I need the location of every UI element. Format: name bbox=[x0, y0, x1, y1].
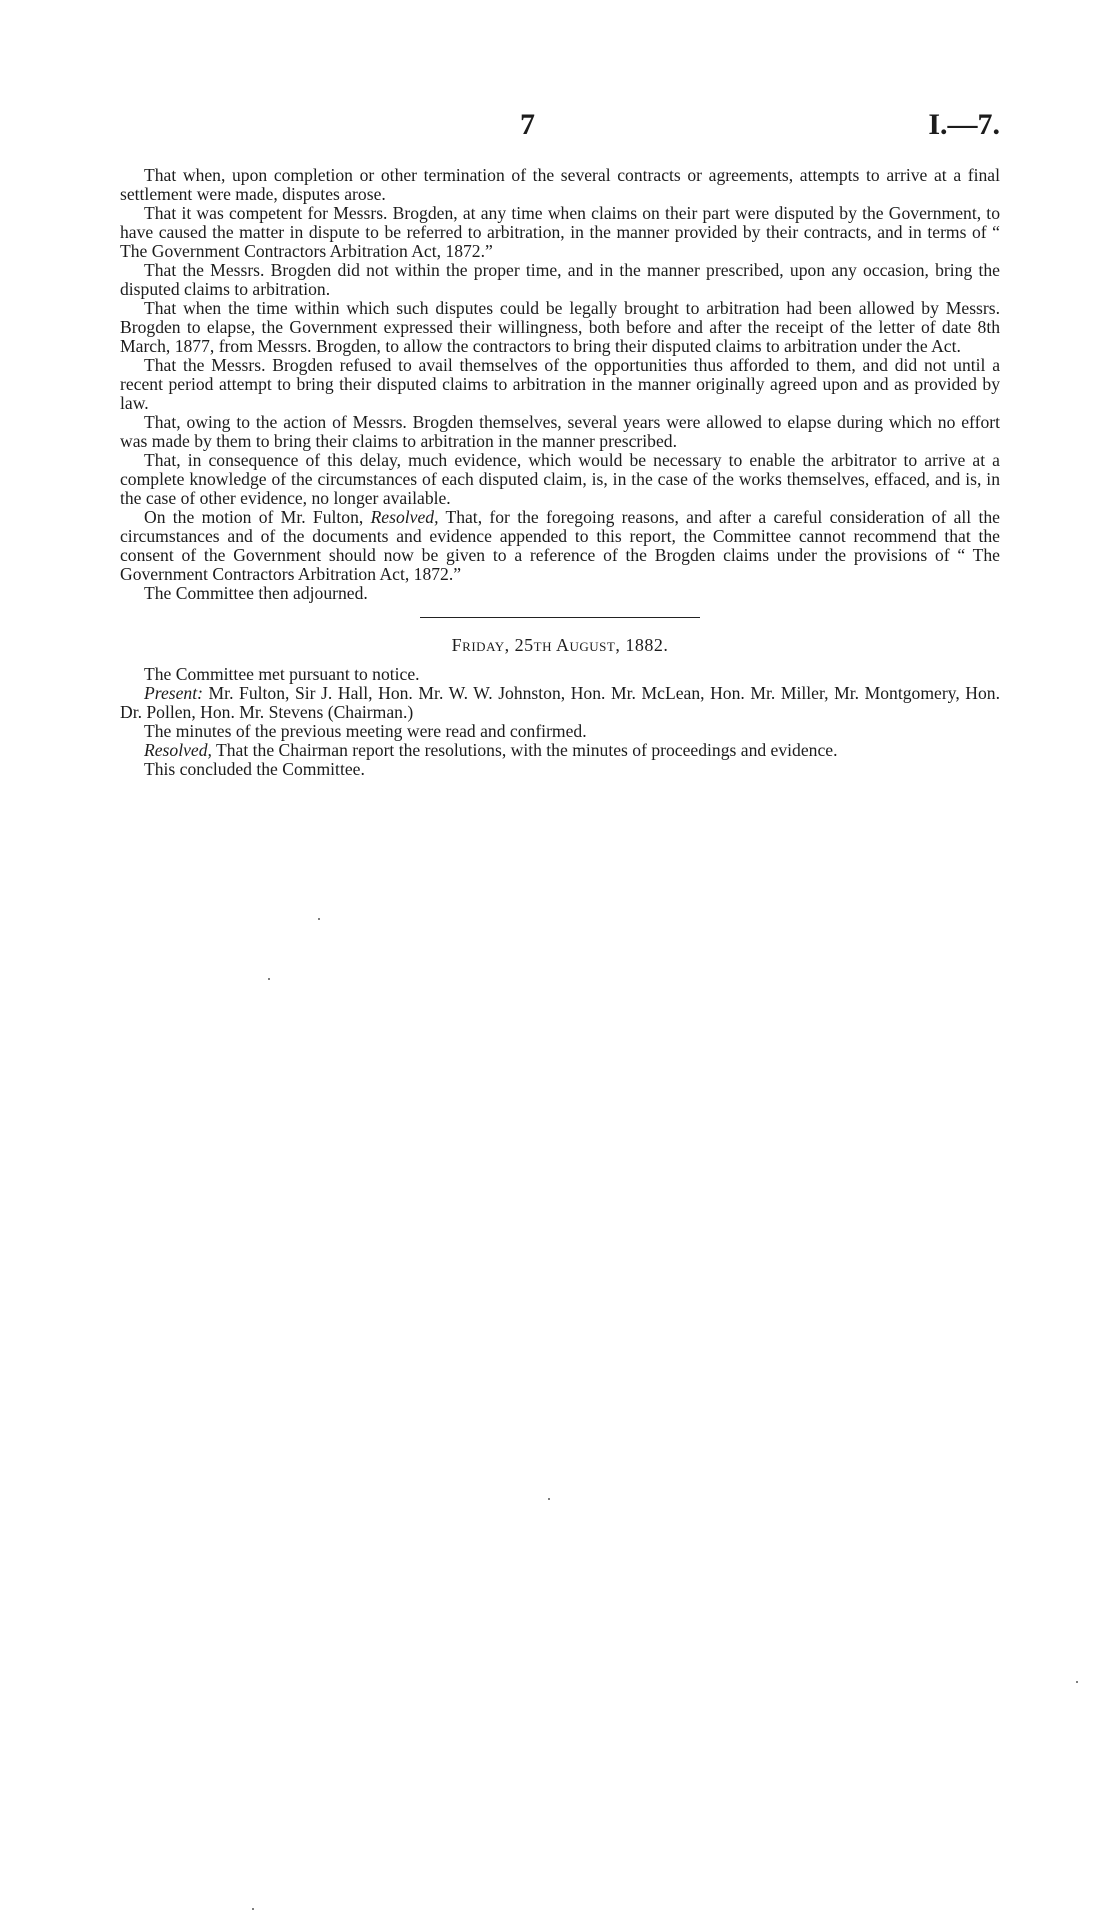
paragraph-adjourned: The Committee then adjourned. bbox=[144, 583, 368, 603]
document-body bbox=[120, 166, 1000, 779]
document-reference: I.—7. bbox=[928, 108, 1000, 141]
paper-speck bbox=[318, 918, 320, 920]
present-label: Present: bbox=[144, 683, 203, 703]
meeting-present bbox=[120, 684, 1000, 722]
meeting-minutes-confirmed: The minutes of the previous meeting were read and confirmed. bbox=[144, 721, 587, 741]
paragraph-evidence-effaced: That, in consequence of this delay, much evidence, which would be necessary to enable the arbitrator to arrive at a complete knowledge of the circumstances of each disputed claim, is, in the case of the works themselves, effaced, and is, in the case of other evidence, no longer available. bbox=[120, 450, 1000, 508]
paragraph-government-willingness: That when the time within which such disputes could be legally brought to arbitration had been allowed by Messrs. Brogden to elapse, the Government expressed their willingness, both before and after the receipt of the letter of date 8th March, 1877, from Messrs. Brogden, to allow the contractors to bring their disputed claims to arbitration under the Act. bbox=[120, 298, 1000, 356]
section-divider bbox=[420, 617, 700, 618]
paragraph-competent-arbitration: That it was competent for Messrs. Brogden, at any time when claims on their part were disputed by the Government, to have caused the matter in dispute to be referred to arbitration, in the manner provided by their contracts, and in terms of “ The Government Contractors Arbitration Act, 1872.” bbox=[120, 203, 1000, 261]
meeting-resolution bbox=[120, 741, 1000, 760]
resolved-label: Resolved, bbox=[370, 507, 439, 527]
motion-resolution: That, for the foregoing reasons, and after a careful consideration of all the circumstances and of the documents and evidence appended to this report, the Committee cannot recommend that the consent of the Government should now be given to a reference of the Brogden claims under the provisions of “ The Government Contractors Arbitration Act, 1872.” bbox=[120, 507, 1000, 584]
paragraph-not-within-time: That the Messrs. Brogden did not within the proper time, and in the manner prescribed, upon any occasion, bring the disputed claims to arbitration. bbox=[120, 260, 1000, 299]
present-members: Mr. Fulton, Sir J. Hall, Hon. Mr. W. W. Johnston, Hon. Mr. McLean, Hon. Mr. Miller, Mr. Montgomery, Hon. Dr. Pollen, Hon. Mr. Stevens (Chairman.) bbox=[120, 683, 1000, 722]
paper-speck bbox=[252, 1908, 254, 1910]
paper-speck bbox=[1076, 1681, 1078, 1683]
paragraph-fulton-motion bbox=[120, 508, 1000, 584]
meeting-date-heading: Friday, 25th August, 1882. bbox=[451, 635, 669, 655]
meeting-concluded: This concluded the Committee. bbox=[144, 759, 365, 779]
meeting-resolved-text: That the Chairman report the resolutions, with the minutes of proceedings and evidence. bbox=[216, 740, 838, 760]
paper-speck bbox=[268, 978, 270, 980]
paragraph-years-elapsed: That, owing to the action of Messrs. Brogden themselves, several years were allowed to elapse during which no effort was made by them to bring their claims to arbitration in the manner prescribed. bbox=[120, 412, 1000, 451]
paragraph-refused-opportunities: That the Messrs. Brogden refused to avail themselves of the opportunities thus afforded to them, and did not until a recent period attempt to bring their disputed claims to arbitration in the manner originally agreed upon and as provided by law. bbox=[120, 355, 1000, 413]
paragraph-disputes-arose: That when, upon completion or other termination of the several contracts or agreements, attempts to arrive at a final settlement were made, disputes arose. bbox=[120, 165, 1000, 204]
motion-intro: On the motion of Mr. Fulton, bbox=[144, 507, 364, 527]
meeting-resolved-label: Resolved, bbox=[144, 740, 212, 760]
page-number: 7 bbox=[520, 108, 535, 141]
page-header bbox=[120, 108, 1000, 148]
meeting-met-notice: The Committee met pursuant to notice. bbox=[144, 664, 420, 684]
paper-speck bbox=[548, 1498, 550, 1500]
